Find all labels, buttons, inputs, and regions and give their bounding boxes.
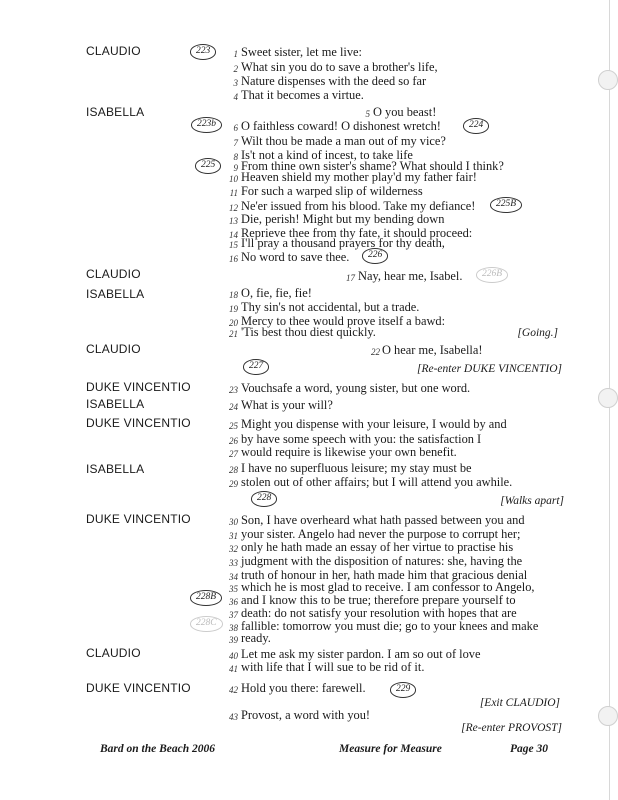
speaker-name: CLAUDIO — [86, 44, 141, 58]
line-number: 8 — [233, 152, 238, 162]
script-line: I'll pray a thousand prayers for thy death, — [241, 236, 445, 250]
script-line: truth of honour in her, hath made him that gracious denial — [241, 568, 528, 582]
script-line: Nay, hear me, Isabel. — [358, 269, 463, 283]
script-line: Son, I have overheard what hath passed between you and — [241, 513, 525, 527]
footer-play-title: Measure for Measure — [339, 743, 442, 755]
script-line: 'Tis best thou diest quickly. — [241, 325, 376, 339]
line-number: 35 — [229, 584, 238, 594]
line-number: 19 — [229, 304, 238, 314]
line-number: 42 — [229, 685, 238, 695]
binder-hole — [598, 388, 618, 408]
footer-page-number: Page 30 — [510, 743, 549, 755]
script-line: judgment with the disposition of natures: she, having the — [241, 554, 523, 568]
cue-marker: 223b — [191, 117, 222, 133]
script-line: stolen out of other affairs; but I will attend you awhile. — [241, 475, 513, 489]
stage-direction: [Re-enter PROVOST] — [461, 722, 562, 734]
script-line: Wilt thou be made a man out of my vice? — [241, 134, 446, 148]
cue-marker: 228C — [190, 616, 223, 632]
line-number: 25 — [229, 421, 238, 431]
line-number: 7 — [233, 138, 238, 148]
script-line: fallible: tomorrow you must die; go to your knees and make — [241, 619, 539, 633]
line-number: 34 — [229, 572, 238, 582]
script-line: by have some speech with you: the satisfaction I — [241, 432, 482, 446]
line-number: 37 — [229, 610, 238, 620]
script-line: ready. — [241, 631, 271, 645]
binder-hole — [598, 706, 618, 726]
footer-production: Bard on the Beach 2006 — [100, 743, 216, 755]
line-number: 23 — [229, 385, 238, 395]
script-line: O, fie, fie, fie! — [241, 286, 312, 300]
script-line: Sweet sister, let me live: — [241, 45, 362, 59]
cue-marker: 228B — [190, 590, 222, 606]
script-line: would require is likewise your own benefit. — [241, 445, 457, 459]
script-line: What sin you do to save a brother's life, — [241, 60, 438, 74]
line-number: 12 — [229, 203, 238, 213]
speaker-name: DUKE VINCENTIO — [86, 512, 191, 526]
script-line: I have no superfluous leisure; my stay must be — [241, 461, 472, 475]
speaker-name: DUKE VINCENTIO — [86, 416, 191, 430]
line-number: 14 — [229, 230, 238, 240]
line-number: 26 — [229, 436, 238, 446]
script-line: Let me ask my sister pardon. I am so out of love — [241, 647, 481, 661]
script-line: Provost, a word with you! — [241, 708, 371, 722]
cue-marker: 226 — [362, 248, 388, 264]
line-number: 2 — [233, 64, 238, 74]
line-number: 40 — [229, 651, 238, 661]
script-line: O hear me, Isabella! — [382, 343, 483, 357]
script-line: Mercy to thee would prove itself a bawd: — [241, 314, 446, 328]
cue-marker: 226B — [476, 267, 508, 283]
line-number: 10 — [229, 174, 238, 184]
cue-marker: 228 — [251, 491, 277, 507]
line-number: 21 — [229, 329, 238, 339]
cue-marker: 223 — [190, 44, 216, 60]
line-number: 33 — [229, 558, 238, 568]
speaker-name: DUKE VINCENTIO — [86, 380, 191, 394]
line-number: 36 — [229, 597, 238, 607]
line-number: 32 — [229, 544, 238, 554]
script-line: Vouchsafe a word, young sister, but one word. — [241, 381, 471, 395]
script-line: Nature dispenses with the deed so far — [241, 74, 427, 88]
line-number: 20 — [229, 318, 238, 328]
stage-direction: [Exit CLAUDIO] — [479, 697, 560, 709]
cue-marker: 225 — [195, 158, 221, 174]
line-number: 31 — [229, 531, 238, 541]
line-number: 22 — [371, 347, 380, 357]
line-number: 13 — [229, 216, 238, 226]
cue-marker: 225B — [490, 197, 522, 213]
speaker-name: ISABELLA — [86, 462, 145, 476]
line-number: 1 — [233, 49, 238, 59]
script-line: O you beast! — [373, 105, 437, 119]
script-line: Might you dispense with your leisure, I would by and — [241, 417, 507, 431]
speaker-name: CLAUDIO — [86, 267, 141, 281]
line-number: 5 — [365, 109, 370, 119]
cue-marker: 227 — [243, 359, 269, 375]
script-line: For such a warped slip of wilderness — [241, 184, 423, 198]
speaker-name: CLAUDIO — [86, 342, 141, 356]
script-line: Die, perish! Might but my bending down — [241, 212, 445, 226]
speaker-name: ISABELLA — [86, 105, 145, 119]
line-number: 11 — [229, 188, 238, 198]
script-line: and I know this to be true; therefore prepare yourself to — [241, 593, 516, 607]
script-line: What is your will? — [241, 398, 333, 412]
speaker-name: ISABELLA — [86, 287, 145, 301]
line-number: 39 — [229, 635, 238, 645]
script-line: O faithless coward! O dishonest wretch! — [241, 119, 441, 133]
line-number: 43 — [229, 712, 238, 722]
script-line: with life that I will sue to be rid of it. — [241, 660, 425, 674]
script-line: Hold you there: farewell. — [241, 681, 366, 695]
cue-marker: 229 — [390, 682, 416, 698]
line-number: 28 — [229, 465, 238, 475]
script-line: Reprieve thee from thy fate, it should proceed: — [241, 226, 473, 240]
stage-direction: [Walks apart] — [500, 495, 564, 507]
script-line: Thy sin's not accidental, but a trade. — [241, 300, 420, 314]
script-line: only he hath made an essay of her virtue to practise his — [241, 540, 514, 554]
script-line: That it becomes a virtue. — [241, 88, 364, 102]
script-line: which he is most glad to receive. I am confessor to Angelo, — [241, 580, 535, 594]
line-number: 15 — [229, 240, 238, 250]
cue-marker: 224 — [463, 118, 489, 134]
binder-hole — [598, 70, 618, 90]
speaker-name: CLAUDIO — [86, 646, 141, 660]
line-number: 4 — [233, 92, 238, 102]
stage-direction: [Going.] — [517, 327, 558, 339]
line-number: 6 — [233, 123, 238, 133]
line-number: 3 — [233, 78, 238, 88]
line-number: 41 — [229, 664, 238, 674]
line-number: 27 — [229, 449, 238, 459]
line-number: 18 — [229, 290, 238, 300]
script-line: death: do not satisfy your resolution with hopes that are — [241, 606, 517, 620]
line-number: 24 — [229, 402, 238, 412]
script-line: your sister. Angelo had never the purpose to corrupt her; — [241, 527, 521, 541]
line-number: 17 — [346, 273, 355, 283]
line-number: 16 — [229, 254, 238, 264]
script-line: No word to save thee. — [241, 250, 350, 264]
line-number: 30 — [229, 517, 238, 527]
line-number: 38 — [229, 623, 238, 633]
script-line: Ne'er issued from his blood. Take my defiance! — [241, 199, 476, 213]
line-number: 9 — [233, 163, 238, 173]
script-line: Heaven shield my mother play'd my father fair! — [241, 170, 477, 184]
speaker-name: DUKE VINCENTIO — [86, 681, 191, 695]
stage-direction: [Re-enter DUKE VINCENTIO] — [416, 363, 562, 375]
script-line: From thine own sister's shame? What should I think? — [241, 159, 504, 173]
script-line: Is't not a kind of incest, to take life — [241, 148, 413, 162]
line-number: 29 — [229, 479, 238, 489]
speaker-name: ISABELLA — [86, 397, 145, 411]
